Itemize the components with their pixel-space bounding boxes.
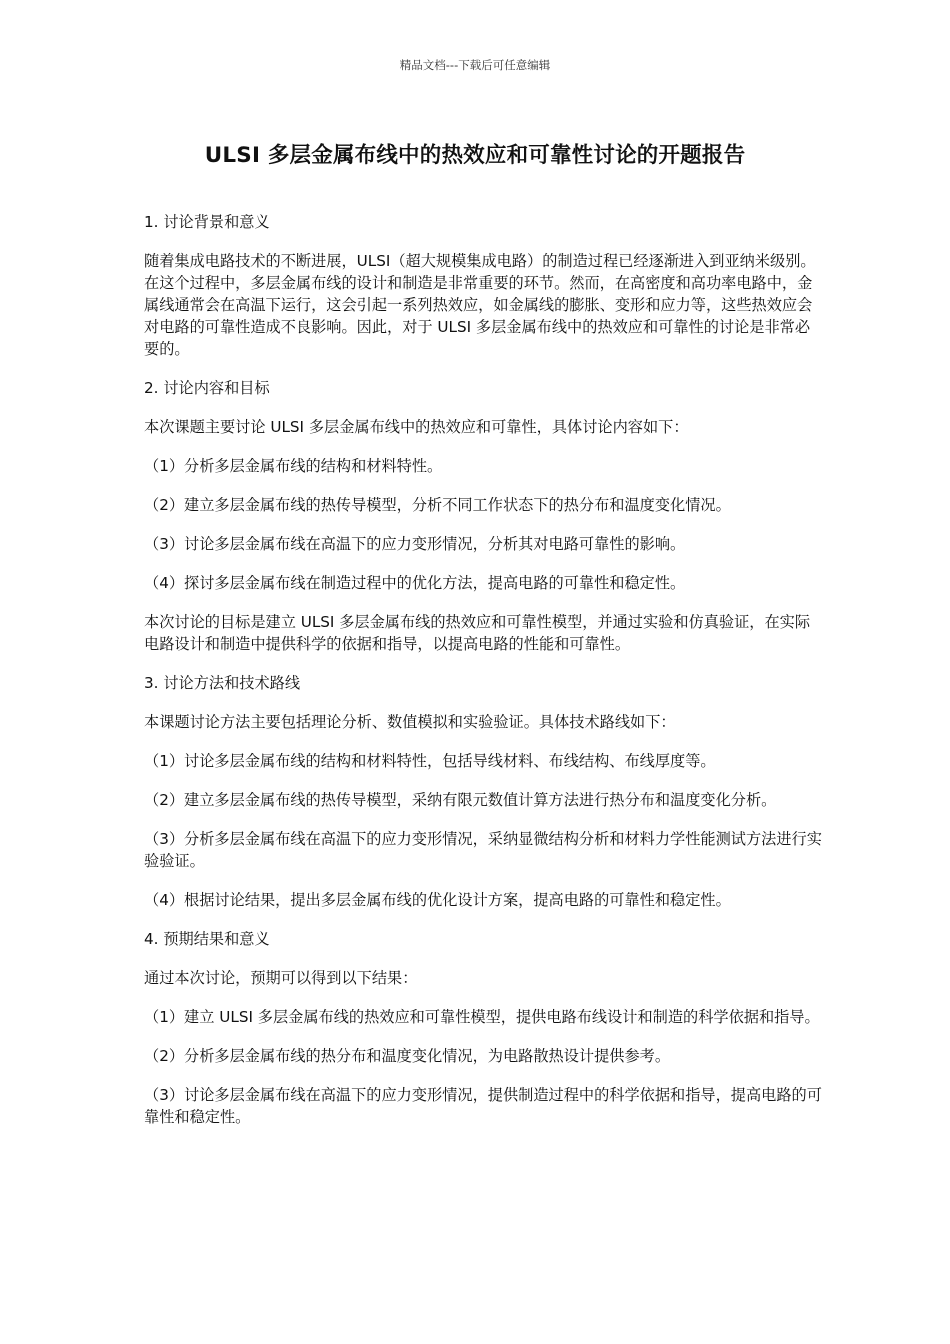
section-heading-2: 2. 讨论内容和目标 [144,379,270,397]
section-4-item: （1）建立 ULSI 多层金属布线的热效应和可靠性模型，提供电路布线设计和制造的科学依据和指导。 [144,1008,820,1026]
section-2-goal: 本次讨论的目标是建立 ULSI 多层金属布线的热效应和可靠性模型，并通过实验和仿真验证，在实际电路设计和制造中提供科学的依据和指导，以提高电路的性能和可靠性。 [144,613,811,653]
section-1-paragraph: 随着集成电路技术的不断进展，ULSI（超大规模集成电路）的制造过程已经逐渐进入到亚纳米级别。在这个过程中，多层金属布线的设计和制造是非常重要的环节。然而，在高密度和高功率电路中，金属线通常会在高温下运行，这会引起一系列热效应，如金属线的膨胀、变形和应力等，这些热效应会对电路的可靠性造成不良影响。因此，对于 ULSI 多层金属布线中的热效应和可靠性的讨论是非常必要的。 [144,252,816,358]
section-3-intro: 本课题讨论方法主要包括理论分析、数值模拟和实验验证。具体技术路线如下： [144,713,676,731]
section-3-item: （4）根据讨论结果，提出多层金属布线的优化设计方案，提高电路的可靠性和稳定性。 [144,891,731,909]
document-title: ULSI 多层金属布线中的热效应和可靠性讨论的开题报告 [204,143,746,168]
section-3-item: （3）分析多层金属布线在高温下的应力变形情况，采纳显微结构分析和材料力学性能测试方法进行实验验证。 [144,830,822,870]
section-2-item: （2）建立多层金属布线的热传导模型，分析不同工作状态下的热分布和温度变化情况。 [144,496,731,514]
section-4-item: （2）分析多层金属布线的热分布和温度变化情况，为电路散热设计提供参考。 [144,1047,671,1065]
section-3-item: （2）建立多层金属布线的热传导模型，采纳有限元数值计算方法进行热分布和温度变化分析。 [144,791,777,809]
section-heading-4: 4. 预期结果和意义 [144,930,270,948]
section-heading-3: 3. 讨论方法和技术路线 [144,674,301,692]
header-note: 精品文档---下载后可任意编辑 [399,58,551,72]
document-body [144,211,824,1145]
section-4-intro: 通过本次讨论，预期可以得到以下结果： [144,969,418,987]
section-3-item: （1）讨论多层金属布线的结构和材料特性，包括导线材料、布线结构、布线厚度等。 [144,752,716,770]
section-2-item: （3）讨论多层金属布线在高温下的应力变形情况，分析其对电路可靠性的影响。 [144,535,686,553]
section-2-item: （1）分析多层金属布线的结构和材料特性。 [144,457,443,475]
section-4-item: （3）讨论多层金属布线在高温下的应力变形情况，提供制造过程中的科学依据和指导，提高电路的可靠性和稳定性。 [144,1086,822,1126]
section-heading-1: 1. 讨论背景和意义 [144,213,270,231]
section-2-item: （4）探讨多层金属布线在制造过程中的优化方法，提高电路的可靠性和稳定性。 [144,574,686,592]
section-2-intro: 本次课题主要讨论 ULSI 多层金属布线中的热效应和可靠性，具体讨论内容如下： [144,418,689,436]
